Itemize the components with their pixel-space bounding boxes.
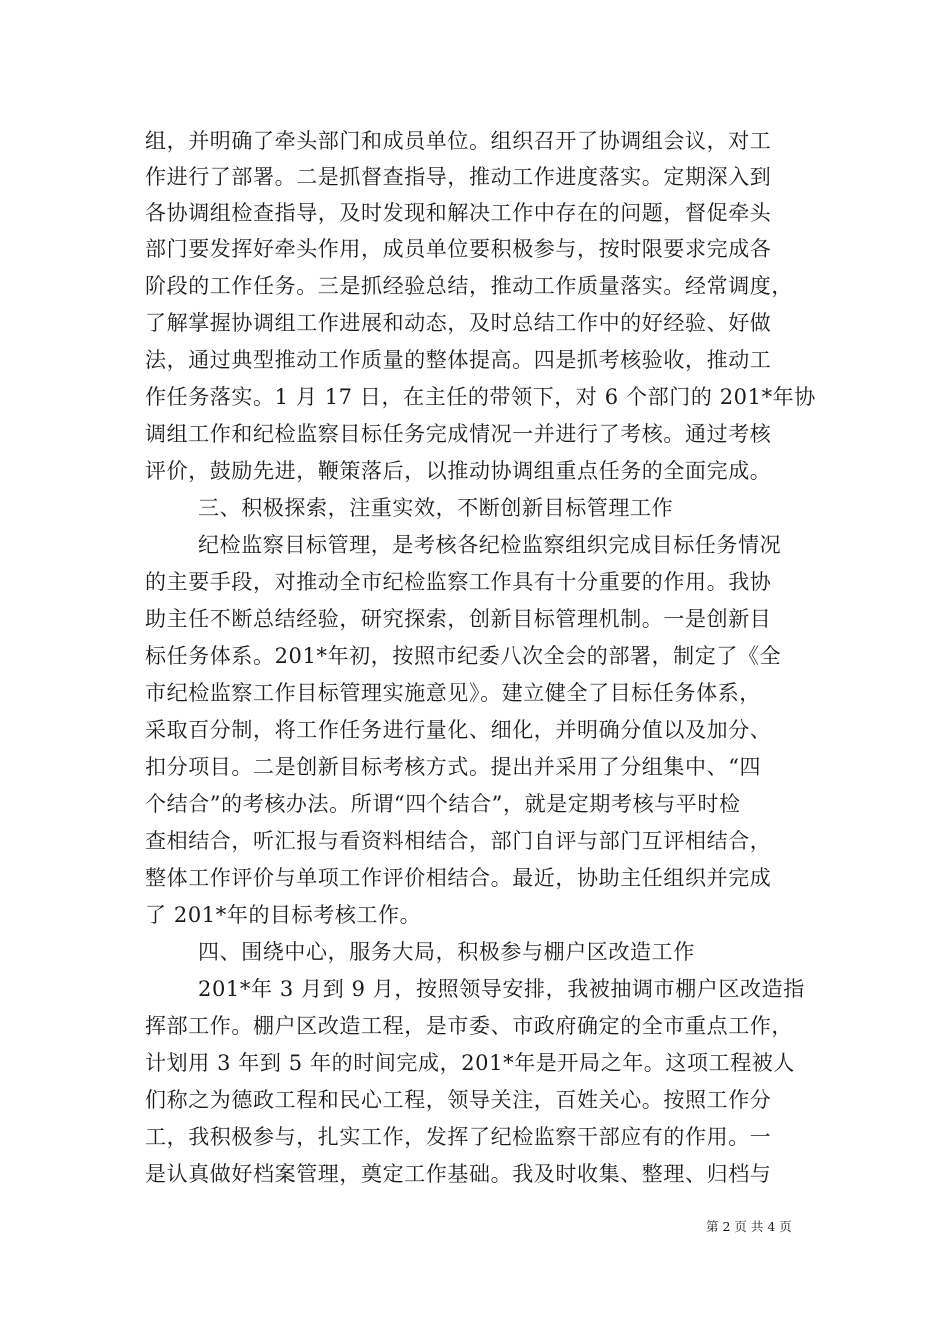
text-line: 扣分项目。二是创新目标考核方式。提出并采用了分组集中、“四 <box>145 755 762 779</box>
text-line: 的主要手段，对推动全市纪检监察工作具有十分重要的作用。我协 <box>145 570 772 594</box>
text-line: 挥部工作。棚户区改造工程，是市委、市政府确定的全市重点工作， <box>145 1014 793 1038</box>
page-number-footer: 第 2 页 共 4 页 <box>706 1219 792 1234</box>
text-line: 组，并明确了牵头部门和成员单位。组织召开了协调组会议，对工 <box>145 129 772 153</box>
section-heading: 三、积极探索，注重实效，不断创新目标管理工作 <box>198 496 674 520</box>
text-line: 评价，鼓励先进，鞭策落后，以推动协调组重点任务的全面完成。 <box>145 459 772 483</box>
text-line: 标任务体系。201*年初，按照市纪委八次全会的部署，制定了《全 <box>145 644 782 668</box>
text-line: 了解掌握协调组工作进展和动态，及时总结工作中的好经验、好做 <box>145 311 772 335</box>
text-line: 采取百分制，将工作任务进行量化、细化，并明确分值以及加分、 <box>145 718 772 742</box>
text-line: 市纪检监察工作目标管理实施意见》。建立健全了目标任务体系， <box>145 681 761 705</box>
text-line: 各协调组检查指导，及时发现和解决工作中存在的问题，督促牵头 <box>145 201 772 225</box>
text-line: 计划用 3 年到 5 年的时间完成，201*年是开局之年。这项工程被人 <box>145 1051 796 1075</box>
text-line: 查相结合，听汇报与看资料相结合，部门自评与部门互评相结合， <box>145 829 772 853</box>
text-line: 整体工作评价与单项工作评价相结合。最近，协助主任组织并完成 <box>145 866 772 890</box>
text-line: 作进行了部署。二是抓督查指导，推动工作进度落实。定期深入到 <box>145 165 772 189</box>
text-line: 助主任不断总结经验，研究探索，创新目标管理机制。一是创新目 <box>145 607 772 631</box>
text-line: 了 201*年的目标考核工作。 <box>145 903 422 927</box>
section-heading: 四、围绕中心，服务大局，积极参与棚户区改造工作 <box>198 940 695 964</box>
text-line: 个结合”的考核办法。所谓“四个结合”，就是定期考核与平时检 <box>145 792 741 816</box>
text-line: 部门要发挥好牵头作用，成员单位要积极参与，按时限要求完成各 <box>145 237 772 261</box>
text-line: 们称之为德政工程和民心工程，领导关注，百姓关心。按照工作分 <box>145 1088 772 1112</box>
text-line: 是认真做好档案管理，奠定工作基础。我及时收集、整理、归档与 <box>145 1162 772 1186</box>
text-line: 纪检监察目标管理，是考核各纪检监察组织完成目标任务情况 <box>198 533 782 557</box>
text-line: 工，我积极参与，扎实工作，发挥了纪检监察干部应有的作用。一 <box>145 1125 772 1149</box>
text-line: 201*年 3 月到 9 月，按照领导安排，我被抽调市棚户区改造指 <box>198 977 805 1001</box>
text-line: 阶段的工作任务。三是抓经验总结，推动工作质量落实。经常调度， <box>145 274 793 298</box>
text-line: 法，通过典型推动工作质量的整体提高。四是抓考核验收，推动工 <box>145 348 772 372</box>
text-line: 作任务落实。1 月 17 日，在主任的带领下，对 6 个部门的 201*年协 <box>145 385 816 409</box>
text-line: 调组工作和纪检监察目标任务完成情况一并进行了考核。通过考核 <box>145 422 772 446</box>
